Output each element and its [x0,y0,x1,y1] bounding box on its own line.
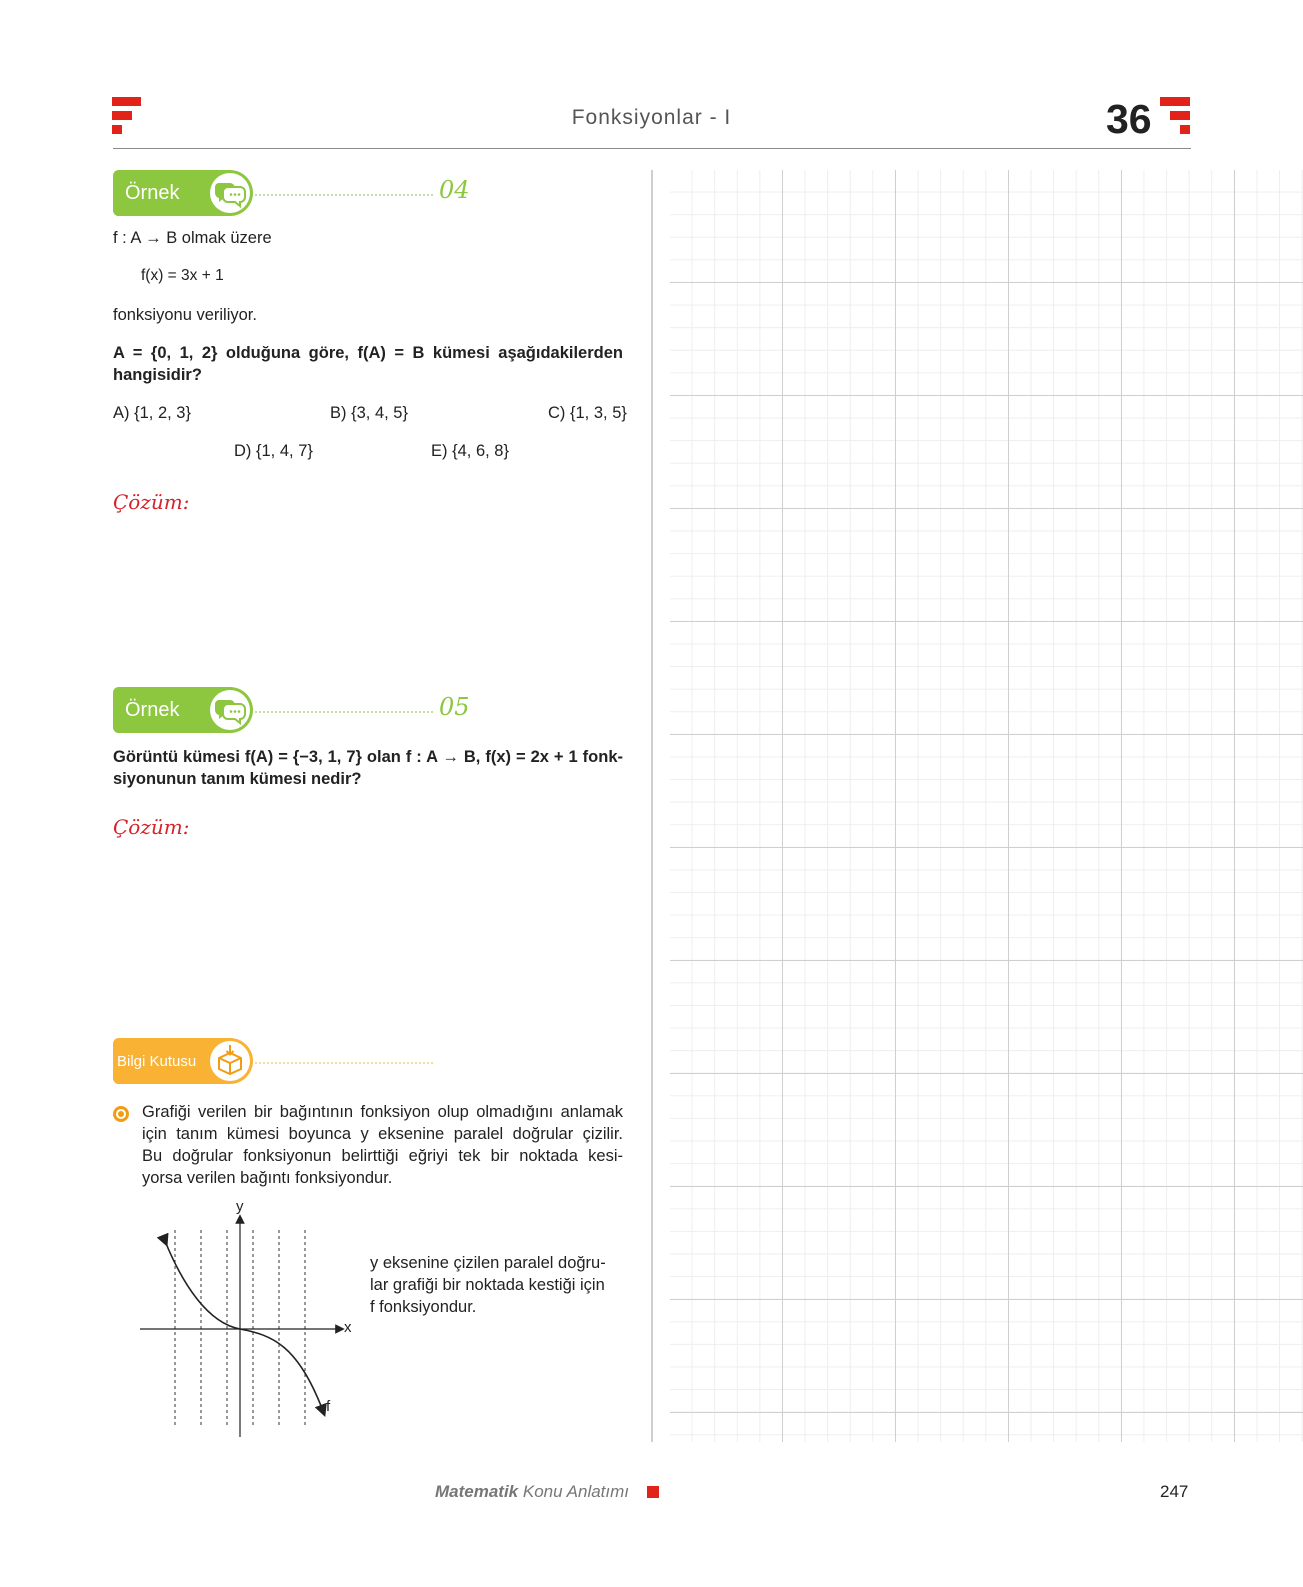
x-axis-label: x [344,1319,352,1336]
example-question [113,746,623,790]
book-title-rest: Konu Anlatımı [518,1482,630,1501]
chapter-number: 36 [1106,96,1152,142]
example-badge-label: Örnek [125,182,180,204]
info-line: için tanım kümesi boyunca y eksenine paralel doğrular çizilir. [142,1125,623,1143]
option-e: E) {4, 6, 8} [431,442,509,460]
question-line: siyonunun tanım kümesi nedir? [113,770,362,788]
question-line: hangisidir? [113,366,202,384]
function-curve [165,1241,323,1411]
caption-line: lar grafiği bir noktada kestiği için [370,1276,605,1294]
option-d: D) {1, 4, 7} [234,442,313,460]
info-line: Grafiği verilen bir bağıntının fonksiyon olup olmadığını anlamak [142,1103,623,1121]
footer-marker [647,1486,659,1498]
function-graph [138,1205,368,1445]
brand-logo-right [1160,97,1190,137]
example-dotted-line [255,194,433,196]
caption-line: y eksenine çizilen paralel doğru- [370,1254,606,1272]
example-dotted-line [255,711,433,713]
option-b: B) {3, 4, 5} [330,404,408,422]
example-number: 05 [439,693,470,721]
page-title: Fonksiyonlar - I [571,106,732,129]
info-line: Bu doğrular fonksiyonun belirttiği eğriyi tek bir noktada kesi- [142,1147,623,1165]
graph-caption [370,1252,623,1318]
example-badge-05 [113,687,253,733]
header-rule [113,148,1191,149]
info-box-label: Bilgi Kutusu [117,1053,197,1070]
caption-line: f fonksiyondur. [370,1298,477,1316]
book-title [435,1482,629,1502]
column-divider [651,170,653,1442]
example-question [113,342,623,386]
solution-label: Çözüm: [113,490,190,514]
speech-bubbles-icon [210,690,250,730]
example-text: f : A → B olmak üzere [113,229,272,247]
notes-grid [670,170,1303,1442]
info-box-badge [113,1038,253,1084]
info-paragraph [142,1101,623,1189]
info-dotted-line [255,1062,433,1064]
example-badge-04 [113,170,253,216]
y-axis-label: y [236,1198,244,1215]
curve-label: f [326,1398,331,1415]
bullet-icon [113,1106,129,1122]
question-line: Görüntü kümesi f(A) = {−3, 1, 7} olan f : A → B, f(x) = 2x + 1 fonk- [113,748,623,766]
speech-bubbles-icon [210,173,250,213]
option-a: A) {1, 2, 3} [113,404,191,422]
box-icon [210,1041,250,1081]
question-line: A = {0, 1, 2} olduğuna göre, f(A) = B kümesi aşağıdakilerden [113,344,623,362]
example-number: 04 [439,176,470,204]
example-formula: f(x) = 3x + 1 [141,267,224,284]
example-badge-label: Örnek [125,699,180,721]
page-number: 247 [1160,1482,1189,1501]
solution-label: Çözüm: [113,815,190,839]
example-text: fonksiyonu veriliyor. [113,306,257,324]
book-title-bold: Matematik [435,1482,519,1501]
info-line: yorsa verilen bağıntı fonksiyondur. [142,1169,393,1187]
option-c: C) {1, 3, 5} [548,404,627,422]
